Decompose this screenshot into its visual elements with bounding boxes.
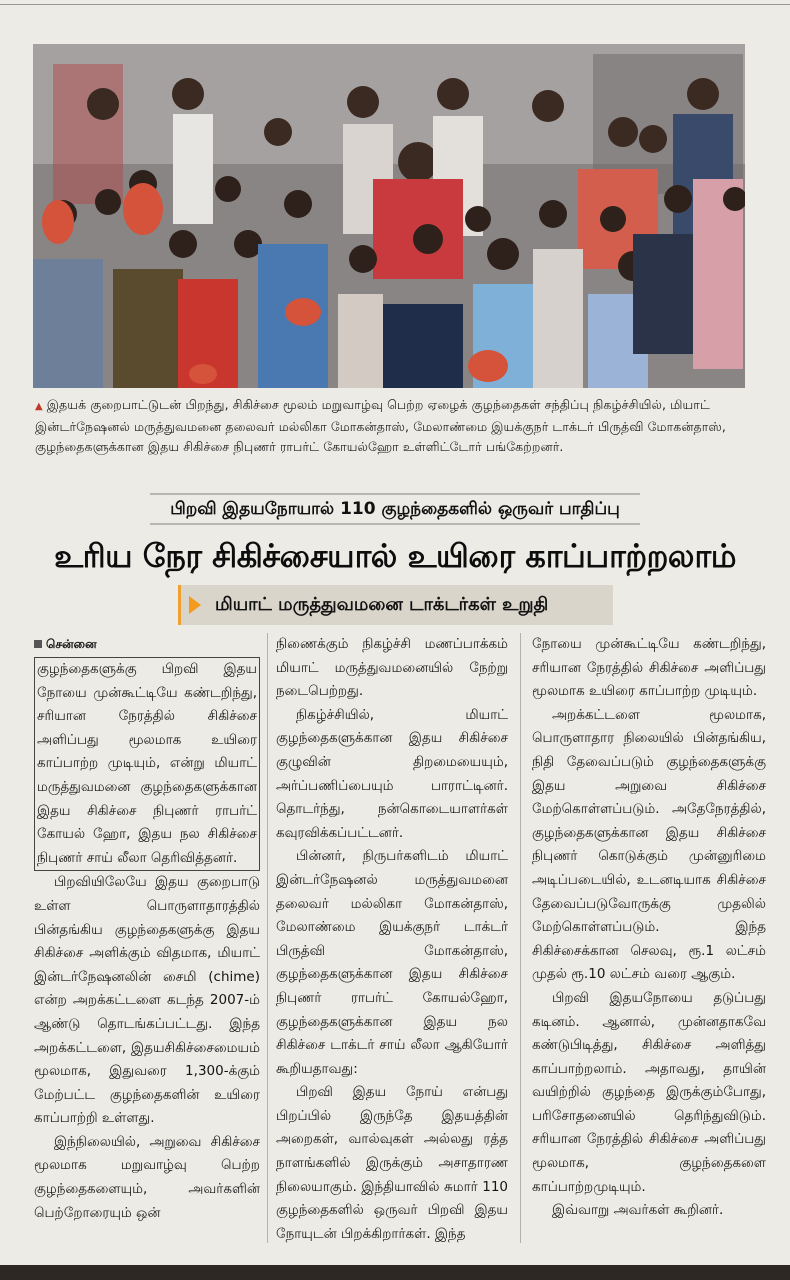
paragraph: இந்நிலையில், அறுவை சிகிச்சை மூலமாக மறுவாழ்வு பெற்ற குழந்தைகளையும், அவர்களின் பெற்றோரையும் ஒன் bbox=[34, 1133, 260, 1221]
subhead bbox=[178, 585, 613, 625]
photo-caption bbox=[35, 395, 747, 457]
article-column-2 bbox=[276, 633, 508, 1246]
top-rule bbox=[0, 4, 790, 5]
page-edge bbox=[0, 1265, 790, 1280]
paragraph: நிணைக்கும் நிகழ்ச்சி மணப்பாக்கம் மியாட் மருத்துவமனையில் நேற்று நடைபெற்றது. bbox=[276, 636, 508, 700]
paragraph: பிறவியிலேயே இதய குறைபாடு உள்ள பொருளாதாரத்தில் பின்தங்கிய குழந்தைகளுக்கு இதய சிகிச்சை அளிக்கும் விதமாக, மியாட் இன்டர்நேஷனலின் சைமி (chime) என்ற அறக்கட்டளை கடந்த 2007-ம் ஆண்டு தொடங்கப்பட்டது. இந்த அறக்கட்டளை, இதயசிகிச்சைமையம் மூலமாக, இதுவரை 1,300-க்கும் மேற்பட்ட குழந்தைகளின் உயிரை காப்பாற்றி உள்ளது. bbox=[34, 874, 260, 1127]
article-column-3 bbox=[532, 633, 766, 1223]
dateline-text: சென்னை bbox=[46, 637, 97, 651]
dateline-square-icon bbox=[34, 640, 42, 648]
kicker-rule-bottom bbox=[150, 523, 640, 525]
kicker-text: பிறவி இதயநோயால் 110 குழந்தைகளில் ஒருவர் பாதிப்பு bbox=[170, 499, 620, 519]
kicker bbox=[150, 493, 640, 525]
headline: உரிய நேர சிகிச்சையால் உயிரை காப்பாற்றலாம் bbox=[54, 537, 736, 575]
play-arrow-icon bbox=[189, 596, 201, 614]
paragraph: நோயை முன்கூட்டியே கண்டறிந்து, சரியான நேரத்தில் சிகிச்சை அளிப்பது மூலமாக உயிரை காப்பாற்ற முடியும். bbox=[532, 636, 766, 700]
paragraph: அறக்கட்டளை மூலமாக, பொருளாதார நிலையில் பின்தங்கிய, நிதி தேவைப்படும் குழந்தைகளுக்கு இதய அறுவை சிகிச்சை மேற்கொள்ளப்படும். அதேநேரத்தில், குழந்தைகளுக்கான இதய சிகிச்சை நிபுணர் கொடுக்கும் முன்னுரிமை அடிப்படையில், உடனடியாக சிகிச்சை தேவைப்படுவோருக்கு முதலில் மேற்கொள்ளப்படும். இந்த சிகிச்சைக்கான செலவு, ரூ.1 லட்சம் முதல் ரூ.10 லட்சம் வரை ஆகும். bbox=[532, 706, 766, 983]
group-photo-icon bbox=[33, 44, 745, 388]
lead-box bbox=[34, 657, 260, 871]
article-column-1 bbox=[34, 633, 260, 1225]
column-rule bbox=[267, 633, 268, 1243]
caption-marker-icon: ▲ bbox=[35, 401, 43, 412]
caption-text: இதயக் குறைபாட்டுடன் பிறந்து, சிகிச்சை மூலம் மறுவாழ்வு பெற்ற ஏழைக் குழந்தைகள் சந்திப்பு நிகழ்ச்சியில், மியாட் இன்டர்நேஷனல் மருத்துவமனை தலைவர் மல்லிகா மோகன்தாஸ், மேலாண்மை இயக்குநர் டாக்டர் பிருத்வி மோகன்தாஸ், குழந்தைகளுக்கான இதய சிகிச்சை நிபுணர் ராபர்ட் கோயல்ஹோ உள்ளிட்டோர் பங்கேற்றனர். bbox=[35, 397, 726, 454]
column-rule bbox=[520, 633, 521, 1243]
paragraph: நிகழ்ச்சியில், மியாட் குழந்தைகளுக்கான இதய சிகிச்சை குழுவின் திறமையையும், அர்ப்பணிப்பையும் பாராட்டினர். தொடர்ந்து, நன்கொடையாளர்கள் கவுரவிக்கப்பட்டனர். bbox=[276, 706, 508, 841]
dateline bbox=[34, 633, 260, 655]
paragraph: பிறவி இதயநோயை தடுப்பது கடினம். ஆனால், முன்னதாகவே கண்டுபிடித்து, சிகிச்சை அளித்து காப்பாற்றலாம். அதாவது, தாயின் வயிற்றில் குழந்தை இருக்கும்போது, பரிசோதனையில் தெரிந்துவிடும். சரியான நேரத்தில் சிகிச்சை அளிப்பது மூலமாக, குழந்தைகளை காப்பாற்றமுடியும். bbox=[532, 989, 766, 1195]
news-photo bbox=[33, 44, 745, 388]
paragraph: இவ்வாறு அவர்கள் கூறினர். bbox=[552, 1202, 724, 1219]
paragraph: பிறவி இதய நோய் என்பது பிறப்பில் இருந்தே இதயத்தின் அறைகள், வால்வுகள் அல்லது ரத்த நாளங்களில் இருக்கும் அசாதாரண நிலையாகும். இந்தியாவில் சுமார் 110 குழந்தைகளில் ஒருவர் பிறவி இதய நோயுடன் பிறக்கிறார்கள். இந்த bbox=[276, 1084, 508, 1242]
subhead-text: மியாட் மருத்துவமனை டாக்டர்கள் உறுதி bbox=[215, 593, 549, 615]
paragraph: பின்னர், நிருபர்களிடம் மியாட் இன்டர்நேஷனல் மருத்துவமனை தலைவர் மல்லிகா மோகன்தாஸ், மேலாண்மை இயக்குநர் டாக்டர் பிருத்வி மோகன்தாஸ், குழந்தைகளுக்கான இதய சிகிச்சை நிபுணர் ராபர்ட் கோயல்ஹோ, குழந்தைகளுக்கான இதய நல சிகிச்சை டாக்டர் சாய் லீலா ஆகியோர் கூறியதாவது: bbox=[276, 848, 508, 1077]
paragraph: குழந்தைகளுக்கு பிறவி இதய நோயை முன்கூட்டியே கண்டறிந்து, சரியான நேரத்தில் சிகிச்சை அளிப்பது மூலமாக உயிரை காப்பாற்ற முடியும், என்று மியாட் மருத்துவமனை குழந்தைகளுக்கான இதய சிகிச்சை நிபுணர் ராபர்ட் கோயல் ஹோ, இதய நல சிகிச்சை நிபுணர் சாய் லீலா தெரிவித்தனர். bbox=[37, 661, 257, 866]
kicker-rule-top bbox=[150, 493, 640, 495]
